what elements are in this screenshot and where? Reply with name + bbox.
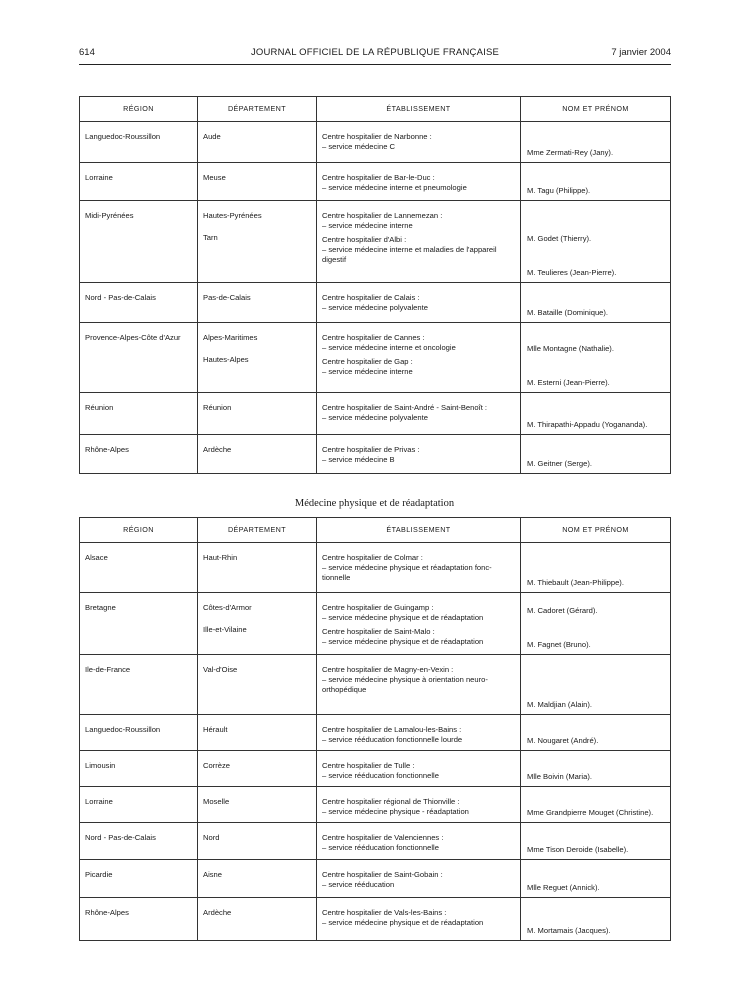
etablissement-cell	[317, 323, 521, 393]
appointments-table-medecine	[79, 96, 671, 474]
etablissement-entry	[322, 445, 517, 465]
etablissement-line: Centre hospitalier de Narbonne :	[322, 132, 432, 141]
region-name: Nord - Pas-de-Calais	[85, 293, 156, 302]
region-name: Lorraine	[85, 797, 113, 806]
etablissement-line: – service médecine polyvalente	[322, 303, 428, 312]
departement-name: Aisne	[203, 870, 222, 879]
region-cell	[80, 122, 198, 163]
nom-cell	[521, 823, 671, 860]
person-name: M. Godet (Thierry).	[527, 234, 592, 243]
region-cell	[80, 751, 198, 787]
departement-name: Hérault	[203, 725, 228, 734]
region-cell	[80, 593, 198, 655]
etablissement-entry	[322, 132, 517, 152]
departement-name: Hautes-Pyrénées	[203, 211, 262, 220]
person-name: M. Fagnet (Bruno).	[527, 640, 591, 649]
etablissement-cell	[317, 655, 521, 715]
departement-name: Hautes-Alpes	[203, 355, 249, 364]
etablissement-cell	[317, 283, 521, 323]
col-header-departement: DÉPARTEMENT	[198, 518, 317, 543]
region-name: Bretagne	[85, 603, 116, 612]
region-name: Picardie	[85, 870, 113, 879]
etablissement-cell	[317, 593, 521, 655]
etablissement-entry	[322, 797, 517, 817]
person-name: Mme Tison Deroide (Isabelle).	[527, 845, 629, 854]
person-name: Mme Grandpierre Mouget (Christine).	[527, 808, 654, 817]
etablissement-cell	[317, 715, 521, 751]
etablissement-line: Centre hospitalier de Colmar :	[322, 553, 423, 562]
departement-name: Alpes-Maritimes	[203, 333, 258, 342]
departement-cell	[198, 323, 317, 393]
etablissement-entry	[322, 627, 517, 647]
header-rule	[79, 64, 671, 65]
etablissement-line: – service médecine C	[322, 142, 396, 151]
nom-cell	[521, 393, 671, 435]
issue-date: 7 janvier 2004	[611, 47, 671, 58]
region-name: Midi-Pyrénées	[85, 211, 134, 220]
region-name: Languedoc-Roussillon	[85, 725, 161, 734]
nom-cell	[521, 283, 671, 323]
person-name: Mlle Montagne (Nathalie).	[527, 344, 614, 353]
etablissement-entry	[322, 603, 517, 623]
col-header-nom: NOM ET PRÉNOM	[521, 97, 671, 122]
departement-name: Moselle	[203, 797, 230, 806]
departement-cell	[198, 751, 317, 787]
nom-cell	[521, 655, 671, 715]
col-header-etablissement: ÉTABLISSEMENT	[317, 518, 521, 543]
departement-cell	[198, 787, 317, 823]
departement-name: Ardèche	[203, 445, 232, 454]
section-title: Médecine physique et de réadaptation	[294, 498, 455, 509]
etablissement-line: – service médecine physique et de réadaptation	[322, 918, 484, 927]
table-row	[80, 435, 671, 474]
region-name: Languedoc-Roussillon	[85, 132, 161, 141]
etablissement-line: Centre hospitalier de Cannes :	[322, 333, 425, 342]
etablissement-entry	[322, 333, 517, 353]
nom-cell	[521, 122, 671, 163]
region-cell	[80, 543, 198, 593]
person-name: M. Tagu (Philippe).	[527, 186, 591, 195]
departement-name: Côtes-d'Armor	[203, 603, 252, 612]
etablissement-cell	[317, 860, 521, 898]
table-row	[80, 898, 671, 941]
region-cell	[80, 898, 198, 941]
departement-name: Aude	[203, 132, 221, 141]
etablissement-entry	[322, 293, 517, 313]
person-name: Mlle Reguet (Annick).	[527, 883, 600, 892]
etablissement-line: – service rééducation fonctionnelle	[322, 843, 439, 852]
region-cell	[80, 823, 198, 860]
person-name: M. Thirapathi-Appadu (Yogananda).	[527, 420, 648, 429]
region-name: Ile-de-France	[85, 665, 131, 674]
person-name: M. Bataille (Dominique).	[527, 308, 609, 317]
region-cell	[80, 283, 198, 323]
departement-cell	[198, 898, 317, 941]
region-cell	[80, 323, 198, 393]
etablissement-line: – service médecine physique à orientation neuro-	[322, 675, 488, 684]
etablissement-line: Centre hospitalier de Privas :	[322, 445, 420, 454]
nom-cell	[521, 898, 671, 941]
person-name: Mme Zermati-Rey (Jany).	[527, 148, 614, 157]
etablissement-entry	[322, 870, 517, 890]
person-name: M. Mortamais (Jacques).	[527, 926, 611, 935]
table-row	[80, 163, 671, 201]
etablissement-cell	[317, 435, 521, 474]
nom-cell	[521, 163, 671, 201]
col-header-etablissement: ÉTABLISSEMENT	[317, 97, 521, 122]
etablissement-line: – service rééducation fonctionnelle lourde	[322, 735, 463, 744]
table-row	[80, 393, 671, 435]
etablissement-entry	[322, 403, 517, 423]
etablissement-line: Centre hospitalier de Tulle :	[322, 761, 415, 770]
etablissement-line: – service médecine interne et oncologie	[322, 343, 456, 352]
table-header-row	[80, 97, 671, 122]
region-cell	[80, 715, 198, 751]
departement-cell	[198, 860, 317, 898]
etablissement-line: – service médecine physique et de réadaptation	[322, 613, 484, 622]
departement-name: Meuse	[203, 173, 226, 182]
etablissement-line: Centre hospitalier de Lamalou-les-Bains :	[322, 725, 462, 734]
etablissement-cell	[317, 393, 521, 435]
departement-name: Réunion	[203, 403, 232, 412]
departement-cell	[198, 435, 317, 474]
table-row	[80, 823, 671, 860]
col-header-nom: NOM ET PRÉNOM	[521, 518, 671, 543]
table-row	[80, 655, 671, 715]
etablissement-cell	[317, 898, 521, 941]
etablissement-cell	[317, 122, 521, 163]
departement-cell	[198, 655, 317, 715]
table-row	[80, 122, 671, 163]
etablissement-line: Centre hospitalier de Guingamp :	[322, 603, 434, 612]
etablissement-line: – service médecine interne	[322, 221, 413, 230]
etablissement-entry	[322, 235, 517, 265]
table-row	[80, 543, 671, 593]
nom-cell	[521, 715, 671, 751]
departement-name: Corrèze	[203, 761, 231, 770]
table-row	[80, 787, 671, 823]
table-row	[80, 323, 671, 393]
etablissement-line: Centre hospitalier de Gap :	[322, 357, 413, 366]
table-row	[80, 593, 671, 655]
etablissement-entry	[322, 908, 517, 928]
etablissement-cell	[317, 543, 521, 593]
region-name: Réunion	[85, 403, 114, 412]
departement-name: Nord	[203, 833, 220, 842]
region-name: Provence-Alpes-Côte d'Azur	[85, 333, 181, 342]
departement-cell	[198, 543, 317, 593]
departement-name: Val-d'Oise	[203, 665, 238, 674]
col-header-departement: DÉPARTEMENT	[198, 97, 317, 122]
journal-title: JOURNAL OFFICIEL DE LA RÉPUBLIQUE FRANÇAISE	[250, 47, 500, 58]
etablissement-line: Centre hospitalier de Magny-en-Vexin :	[322, 665, 454, 674]
departement-cell	[198, 201, 317, 283]
departement-cell	[198, 122, 317, 163]
col-header-region: RÉGION	[80, 97, 198, 122]
person-name: M. Cadoret (Gérard).	[527, 606, 598, 615]
nom-cell	[521, 201, 671, 283]
etablissement-line: Centre hospitalier de Calais :	[322, 293, 420, 302]
etablissement-line: orthopédique	[322, 685, 367, 694]
region-cell	[80, 393, 198, 435]
departement-cell	[198, 393, 317, 435]
person-name: M. Esterni (Jean-Pierre).	[527, 378, 610, 387]
person-name: M. Geitner (Serge).	[527, 459, 592, 468]
region-name: Rhône-Alpes	[85, 908, 129, 917]
table-row	[80, 201, 671, 283]
etablissement-entry	[322, 173, 517, 193]
etablissement-line: Centre hospitalier de Bar-le-Duc :	[322, 173, 435, 182]
region-cell	[80, 655, 198, 715]
etablissement-cell	[317, 823, 521, 860]
etablissement-cell	[317, 751, 521, 787]
departement-name: Ille-et-Vilaine	[203, 625, 247, 634]
nom-cell	[521, 593, 671, 655]
etablissement-line: – service médecine polyvalente	[322, 413, 428, 422]
col-header-region: RÉGION	[80, 518, 198, 543]
etablissement-line: Centre hospitalier de Lannemezan :	[322, 211, 443, 220]
etablissement-cell	[317, 787, 521, 823]
page-header	[79, 47, 671, 61]
nom-cell	[521, 543, 671, 593]
etablissement-line: Centre hospitalier de Saint-André - Saint-Benoît :	[322, 403, 488, 412]
departement-name: Pas-de-Calais	[203, 293, 251, 302]
departement-cell	[198, 283, 317, 323]
nom-cell	[521, 860, 671, 898]
etablissement-line: – service médecine interne et maladies de l'appareil	[322, 245, 497, 254]
nom-cell	[521, 323, 671, 393]
region-cell	[80, 201, 198, 283]
region-name: Alsace	[85, 553, 108, 562]
etablissement-line: – service médecine interne	[322, 367, 413, 376]
etablissement-line: Centre hospitalier de Valenciennes :	[322, 833, 444, 842]
etablissement-line: Centre hospitalier régional de Thionville :	[322, 797, 460, 806]
table-row	[80, 860, 671, 898]
region-cell	[80, 163, 198, 201]
departement-cell	[198, 593, 317, 655]
departement-cell	[198, 163, 317, 201]
etablissement-entry	[322, 357, 517, 377]
table-row	[80, 751, 671, 787]
etablissement-line: – service médecine interne et pneumologie	[322, 183, 467, 192]
page-number: 614	[79, 47, 95, 58]
departement-cell	[198, 715, 317, 751]
person-name: M. Thiebault (Jean-Philippe).	[527, 578, 624, 587]
departement-cell	[198, 823, 317, 860]
nom-cell	[521, 751, 671, 787]
etablissement-entry	[322, 211, 517, 231]
region-cell	[80, 787, 198, 823]
region-name: Lorraine	[85, 173, 113, 182]
region-cell	[80, 435, 198, 474]
person-name: M. Nougaret (André).	[527, 736, 599, 745]
etablissement-cell	[317, 163, 521, 201]
etablissement-line: – service médecine physique et réadaptation fonc-	[322, 563, 492, 572]
etablissement-entry	[322, 761, 517, 781]
table-row	[80, 283, 671, 323]
table-header-row	[80, 518, 671, 543]
departement-name: Tarn	[203, 233, 218, 242]
region-name: Nord - Pas-de-Calais	[85, 833, 156, 842]
departement-name: Ardèche	[203, 908, 232, 917]
person-name: Mlle Boivin (Maria).	[527, 772, 592, 781]
etablissement-line: Centre hospitalier de Saint-Gobain :	[322, 870, 443, 879]
etablissement-entry	[322, 553, 517, 583]
region-cell	[80, 860, 198, 898]
nom-cell	[521, 435, 671, 474]
departement-name: Haut-Rhin	[203, 553, 238, 562]
appointments-table-medecine-physique	[79, 517, 671, 941]
table-row	[80, 715, 671, 751]
person-name: M. Maldjian (Alain).	[527, 700, 592, 709]
region-name: Limousin	[85, 761, 116, 770]
etablissement-line: – service rééducation fonctionnelle	[322, 771, 439, 780]
etablissement-line: – service médecine physique - réadaptation	[322, 807, 469, 816]
etablissement-line: – service rééducation	[322, 880, 395, 889]
etablissement-line: Centre hospitalier d'Albi :	[322, 235, 407, 244]
etablissement-line: tionnelle	[322, 573, 351, 582]
etablissement-entry	[322, 665, 517, 695]
etablissement-entry	[322, 725, 517, 745]
person-name: M. Teulieres (Jean-Pierre).	[527, 268, 617, 277]
etablissement-line: Centre hospitalier de Saint-Malo :	[322, 627, 435, 636]
region-name: Rhône-Alpes	[85, 445, 129, 454]
etablissement-line: Centre hospitalier de Vals-les-Bains :	[322, 908, 447, 917]
etablissement-cell	[317, 201, 521, 283]
nom-cell	[521, 787, 671, 823]
etablissement-line: – service médecine B	[322, 455, 395, 464]
etablissement-line: – service médecine physique et de réadaptation	[322, 637, 484, 646]
etablissement-line: digestif	[322, 255, 347, 264]
etablissement-entry	[322, 833, 517, 853]
